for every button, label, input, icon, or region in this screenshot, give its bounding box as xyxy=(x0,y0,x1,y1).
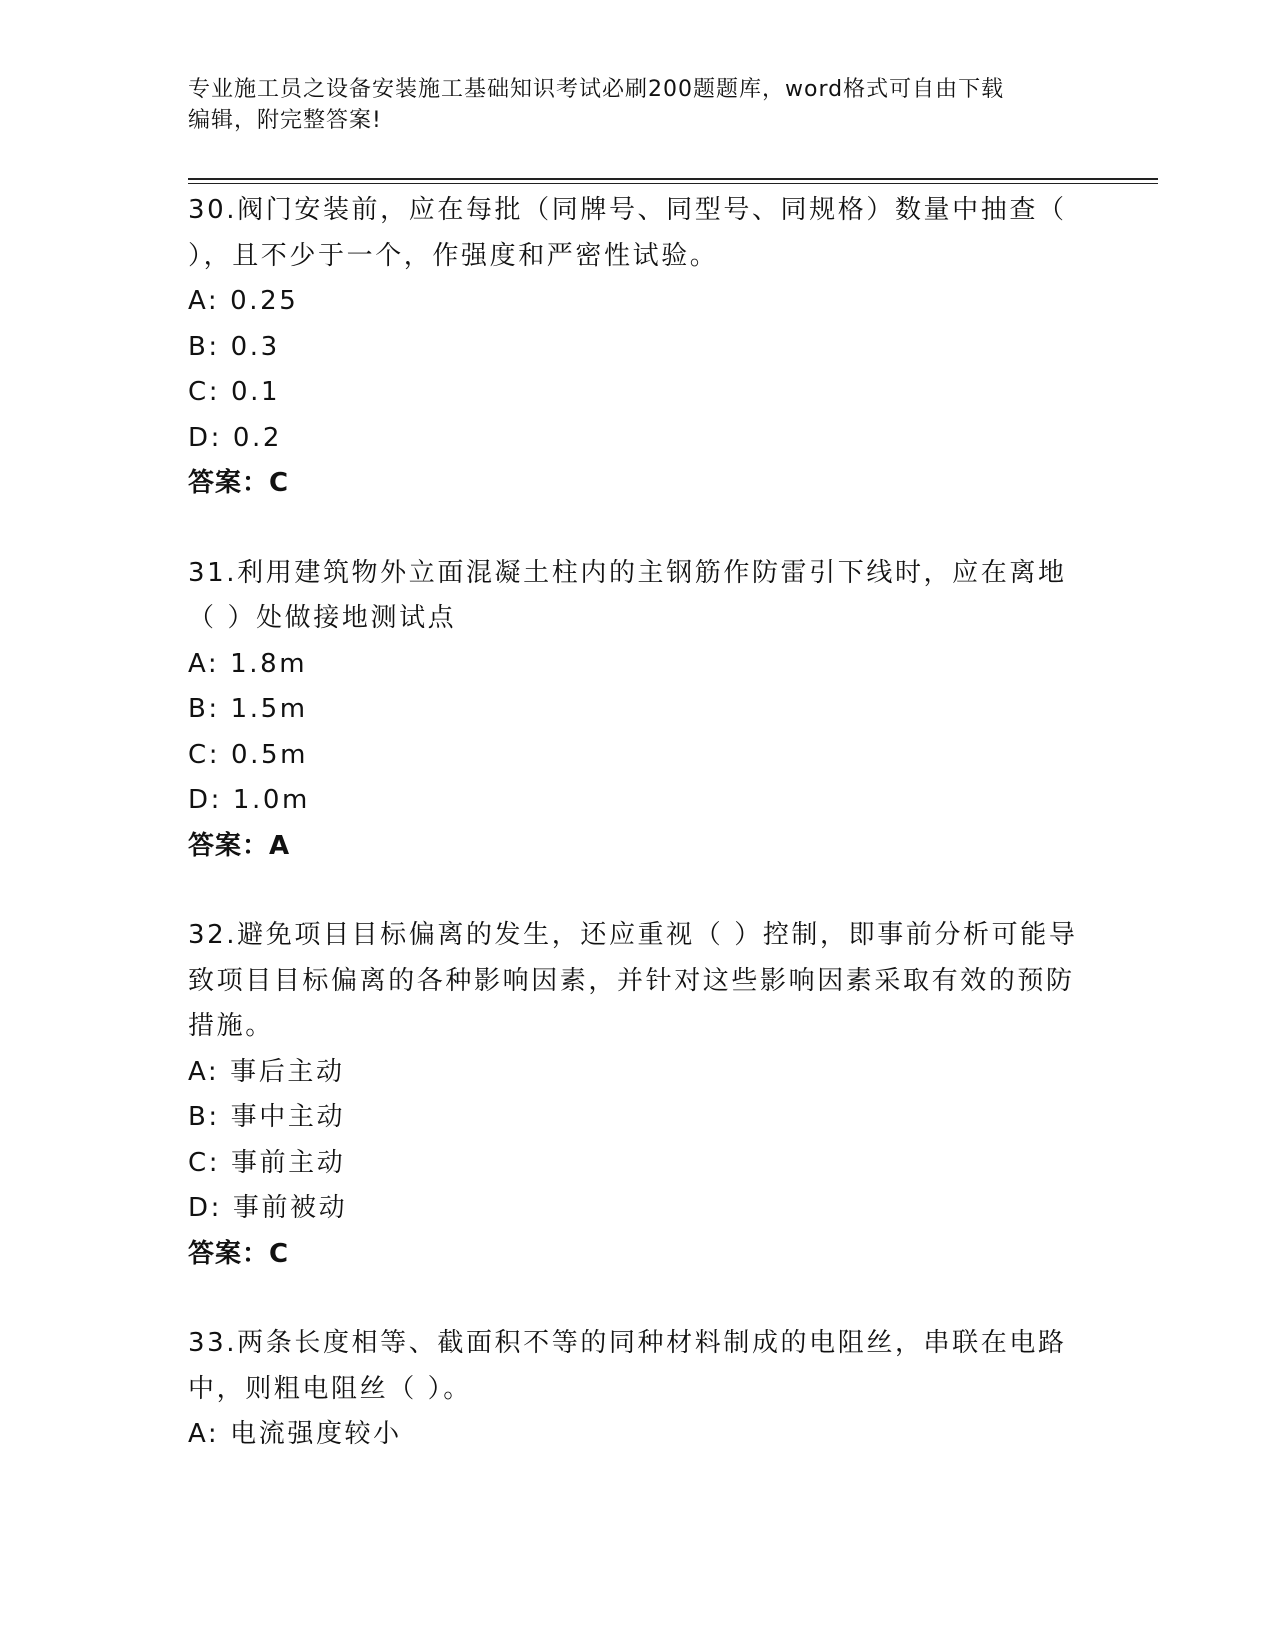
option-d: D: 事前被动 xyxy=(188,1193,348,1223)
document-header xyxy=(188,74,1068,136)
option-c: C: 0.1 xyxy=(188,377,281,407)
header-line-2: 编辑，附完整答案! xyxy=(188,108,382,133)
option-a: A: 1.8m xyxy=(188,648,308,679)
question-text: 33.两条长度相等、截面积不等的同种材料制成的电阻丝，串联在电路中，则粗电阻丝（ ）。 xyxy=(188,1328,1067,1404)
option-c: C: 事前主动 xyxy=(188,1147,346,1178)
option-d: D: 1.0m xyxy=(188,785,310,815)
option-a: A: 电流强度较小 xyxy=(188,1419,402,1449)
question-text: 32.避免项目目标偏离的发生，还应重视（ ）控制，即事前分析可能导致项目目标偏离的各种影响因素，并针对这些影响因素采取有效的预防措施。 xyxy=(188,920,1078,1041)
question-item xyxy=(188,913,1078,1277)
header-line-1: 专业施工员之设备安装施工基础知识考试必刷200题题库，word格式可自由下载 xyxy=(188,77,1005,102)
header-divider-thin xyxy=(188,183,1158,184)
answer-text: 答案：A xyxy=(188,830,291,861)
option-b: B: 事中主动 xyxy=(188,1102,346,1132)
question-text: 30.阀门安装前，应在每批（同牌号、同型号、同规格）数量中抽查（ ），且不少于一个，作强度和严密性试验。 xyxy=(188,195,1067,271)
option-d: D: 0.2 xyxy=(188,422,282,453)
option-b: B: 1.5m xyxy=(188,694,308,724)
option-a: A: 0.25 xyxy=(188,286,299,316)
header-divider-thick xyxy=(188,178,1158,180)
answer-text: 答案：C xyxy=(188,1238,290,1269)
question-list xyxy=(188,188,1078,1502)
option-c: C: 0.5m xyxy=(188,739,309,770)
question-item xyxy=(188,188,1078,507)
question-item xyxy=(188,1321,1078,1458)
question-text: 31.利用建筑物外立面混凝土柱内的主钢筋作防雷引下线时，应在离地（ ）处做接地测试点 xyxy=(188,557,1067,633)
option-b: B: 0.3 xyxy=(188,331,280,362)
answer-text: 答案：C xyxy=(188,468,290,498)
question-item xyxy=(188,551,1078,870)
option-a: A: 事后主动 xyxy=(188,1056,345,1087)
